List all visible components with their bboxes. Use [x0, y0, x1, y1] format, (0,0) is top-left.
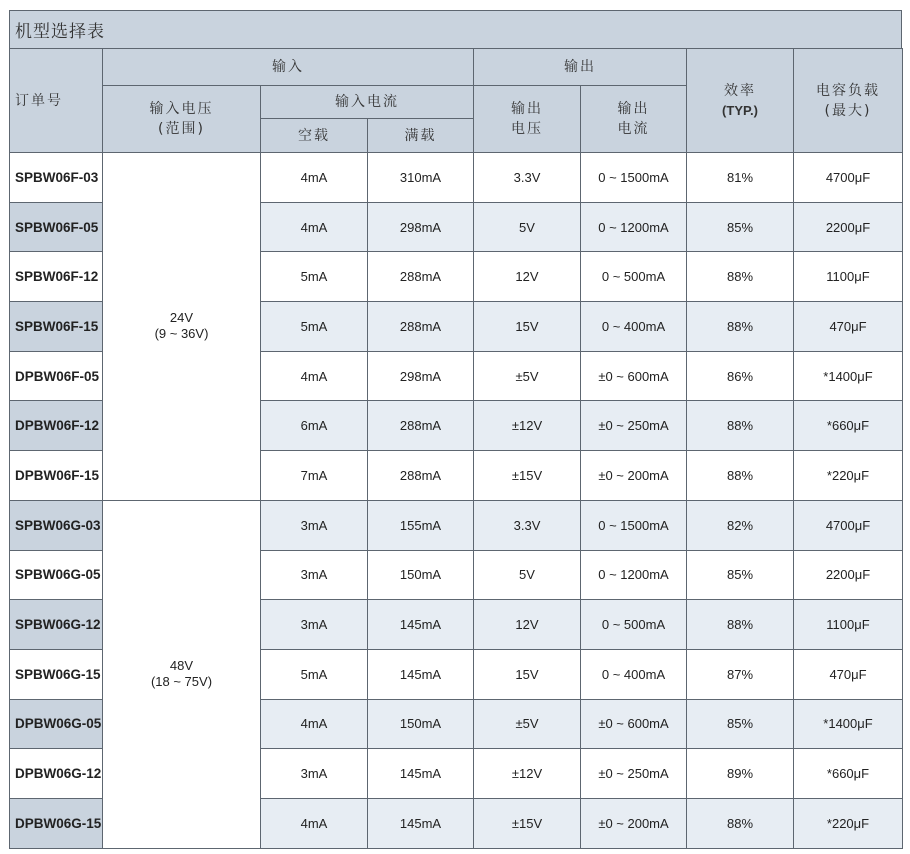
efficiency-cell: 88%: [687, 302, 794, 352]
no-load-cell: 4mA: [261, 153, 368, 203]
header-efficiency: [687, 49, 794, 153]
efficiency-cell: 81%: [687, 153, 794, 203]
output-voltage-cell: 15V: [474, 302, 581, 352]
header-input-voltage-range: (范围): [158, 121, 205, 137]
output-current-cell: ±0 ~ 600mA: [581, 699, 687, 749]
output-voltage-cell: 5V: [474, 202, 581, 252]
output-voltage-cell: ±15V: [474, 451, 581, 501]
input-voltage-value: 48V: [169, 658, 194, 674]
no-load-cell: 4mA: [261, 699, 368, 749]
model-cell: SPBW06G-15: [10, 649, 103, 699]
header-output-voltage-line2: 电压: [511, 121, 543, 137]
output-voltage-cell: ±5V: [474, 351, 581, 401]
efficiency-cell: 82%: [687, 500, 794, 550]
output-current-cell: 0 ~ 400mA: [581, 649, 687, 699]
header-efficiency-label: 效率: [724, 82, 756, 99]
table-title: 机型选择表: [9, 10, 902, 48]
full-load-cell: 298mA: [368, 351, 474, 401]
no-load-cell: 3mA: [261, 500, 368, 550]
cap-load-cell: *220μF: [794, 451, 903, 501]
model-selection-table: [9, 10, 902, 849]
efficiency-cell: 88%: [687, 451, 794, 501]
output-voltage-cell: ±5V: [474, 699, 581, 749]
model-cell: DPBW06F-15: [10, 451, 103, 501]
output-voltage-cell: ±12V: [474, 401, 581, 451]
header-capacitive-load: [794, 49, 903, 153]
header-output-current-line2: 电流: [617, 121, 650, 137]
cap-load-cell: 470μF: [794, 302, 903, 352]
cap-load-cell: 4700μF: [794, 153, 903, 203]
full-load-cell: 310mA: [368, 153, 474, 203]
header-output-current: [581, 86, 687, 153]
cap-load-cell: 2200μF: [794, 550, 903, 600]
model-cell: SPBW06F-05: [10, 202, 103, 252]
input-voltage-value: 24V: [169, 310, 194, 326]
full-load-cell: 288mA: [368, 302, 474, 352]
output-current-cell: ±0 ~ 200mA: [581, 798, 687, 848]
model-cell: DPBW06F-05: [10, 351, 103, 401]
model-cell: DPBW06G-05: [10, 699, 103, 749]
output-voltage-cell: ±12V: [474, 749, 581, 799]
no-load-cell: 5mA: [261, 302, 368, 352]
input-voltage-range: (18 ~ 75V): [150, 674, 213, 690]
input-voltage-cell: [103, 153, 261, 501]
full-load-cell: 288mA: [368, 401, 474, 451]
no-load-cell: 3mA: [261, 600, 368, 650]
no-load-cell: 5mA: [261, 252, 368, 302]
no-load-cell: 4mA: [261, 202, 368, 252]
output-voltage-cell: 15V: [474, 649, 581, 699]
model-cell: DPBW06F-12: [10, 401, 103, 451]
header-order-no: 订单号: [10, 49, 103, 153]
output-current-cell: ±0 ~ 250mA: [581, 749, 687, 799]
header-full-load: 满载: [368, 119, 474, 153]
model-cell: SPBW06G-12: [10, 600, 103, 650]
model-cell: SPBW06F-03: [10, 153, 103, 203]
table-row: [10, 153, 903, 203]
output-current-cell: 0 ~ 1500mA: [581, 153, 687, 203]
efficiency-cell: 88%: [687, 798, 794, 848]
input-voltage-range: (9 ~ 36V): [154, 326, 209, 342]
table-row: [10, 500, 903, 550]
no-load-cell: 3mA: [261, 749, 368, 799]
efficiency-cell: 85%: [687, 550, 794, 600]
header-output-current-line1: 输出: [617, 101, 650, 117]
spec-table: [9, 48, 903, 849]
cap-load-cell: *220μF: [794, 798, 903, 848]
output-current-cell: 0 ~ 500mA: [581, 252, 687, 302]
no-load-cell: 7mA: [261, 451, 368, 501]
full-load-cell: 155mA: [368, 500, 474, 550]
input-voltage-cell: [103, 500, 261, 848]
model-cell: SPBW06G-05: [10, 550, 103, 600]
efficiency-cell: 88%: [687, 252, 794, 302]
header-input-current: 输入电流: [261, 86, 474, 119]
cap-load-cell: *1400μF: [794, 351, 903, 401]
cap-load-cell: 1100μF: [794, 600, 903, 650]
efficiency-cell: 88%: [687, 401, 794, 451]
cap-load-cell: 470μF: [794, 649, 903, 699]
efficiency-cell: 87%: [687, 649, 794, 699]
efficiency-cell: 88%: [687, 600, 794, 650]
full-load-cell: 288mA: [368, 252, 474, 302]
header-cap-load-max: (最大): [824, 102, 872, 119]
full-load-cell: 145mA: [368, 749, 474, 799]
cap-load-cell: 1100μF: [794, 252, 903, 302]
header-output: 输出: [474, 49, 687, 86]
no-load-cell: 3mA: [261, 550, 368, 600]
output-voltage-cell: 3.3V: [474, 153, 581, 203]
header-output-voltage: [474, 86, 581, 153]
cap-load-cell: 4700μF: [794, 500, 903, 550]
no-load-cell: 4mA: [261, 798, 368, 848]
header-output-voltage-line1: 输出: [511, 101, 543, 117]
output-current-cell: ±0 ~ 250mA: [581, 401, 687, 451]
output-voltage-cell: 12V: [474, 252, 581, 302]
model-cell: DPBW06G-15: [10, 798, 103, 848]
output-voltage-cell: 3.3V: [474, 500, 581, 550]
full-load-cell: 145mA: [368, 798, 474, 848]
full-load-cell: 150mA: [368, 699, 474, 749]
output-current-cell: 0 ~ 1200mA: [581, 202, 687, 252]
output-current-cell: ±0 ~ 600mA: [581, 351, 687, 401]
header-input: 输入: [103, 49, 474, 86]
efficiency-cell: 86%: [687, 351, 794, 401]
cap-load-cell: *1400μF: [794, 699, 903, 749]
output-current-cell: 0 ~ 500mA: [581, 600, 687, 650]
cap-load-cell: *660μF: [794, 401, 903, 451]
header-input-voltage-label: 输入电压: [149, 101, 214, 117]
output-voltage-cell: 12V: [474, 600, 581, 650]
full-load-cell: 288mA: [368, 451, 474, 501]
full-load-cell: 145mA: [368, 600, 474, 650]
output-current-cell: 0 ~ 1200mA: [581, 550, 687, 600]
output-current-cell: 0 ~ 400mA: [581, 302, 687, 352]
output-current-cell: ±0 ~ 200mA: [581, 451, 687, 501]
output-current-cell: 0 ~ 1500mA: [581, 500, 687, 550]
cap-load-cell: 2200μF: [794, 202, 903, 252]
output-voltage-cell: 5V: [474, 550, 581, 600]
header-input-voltage: [103, 86, 261, 153]
no-load-cell: 6mA: [261, 401, 368, 451]
header-efficiency-typ: (TYP.): [722, 102, 758, 118]
no-load-cell: 5mA: [261, 649, 368, 699]
model-cell: SPBW06G-03: [10, 500, 103, 550]
full-load-cell: 150mA: [368, 550, 474, 600]
full-load-cell: 145mA: [368, 649, 474, 699]
efficiency-cell: 89%: [687, 749, 794, 799]
efficiency-cell: 85%: [687, 699, 794, 749]
cap-load-cell: *660μF: [794, 749, 903, 799]
header-no-load: 空载: [261, 119, 368, 153]
header-cap-load-label: 电容负载: [816, 82, 880, 99]
full-load-cell: 298mA: [368, 202, 474, 252]
model-cell: SPBW06F-12: [10, 252, 103, 302]
efficiency-cell: 85%: [687, 202, 794, 252]
no-load-cell: 4mA: [261, 351, 368, 401]
output-voltage-cell: ±15V: [474, 798, 581, 848]
model-cell: SPBW06F-15: [10, 302, 103, 352]
model-cell: DPBW06G-12: [10, 749, 103, 799]
